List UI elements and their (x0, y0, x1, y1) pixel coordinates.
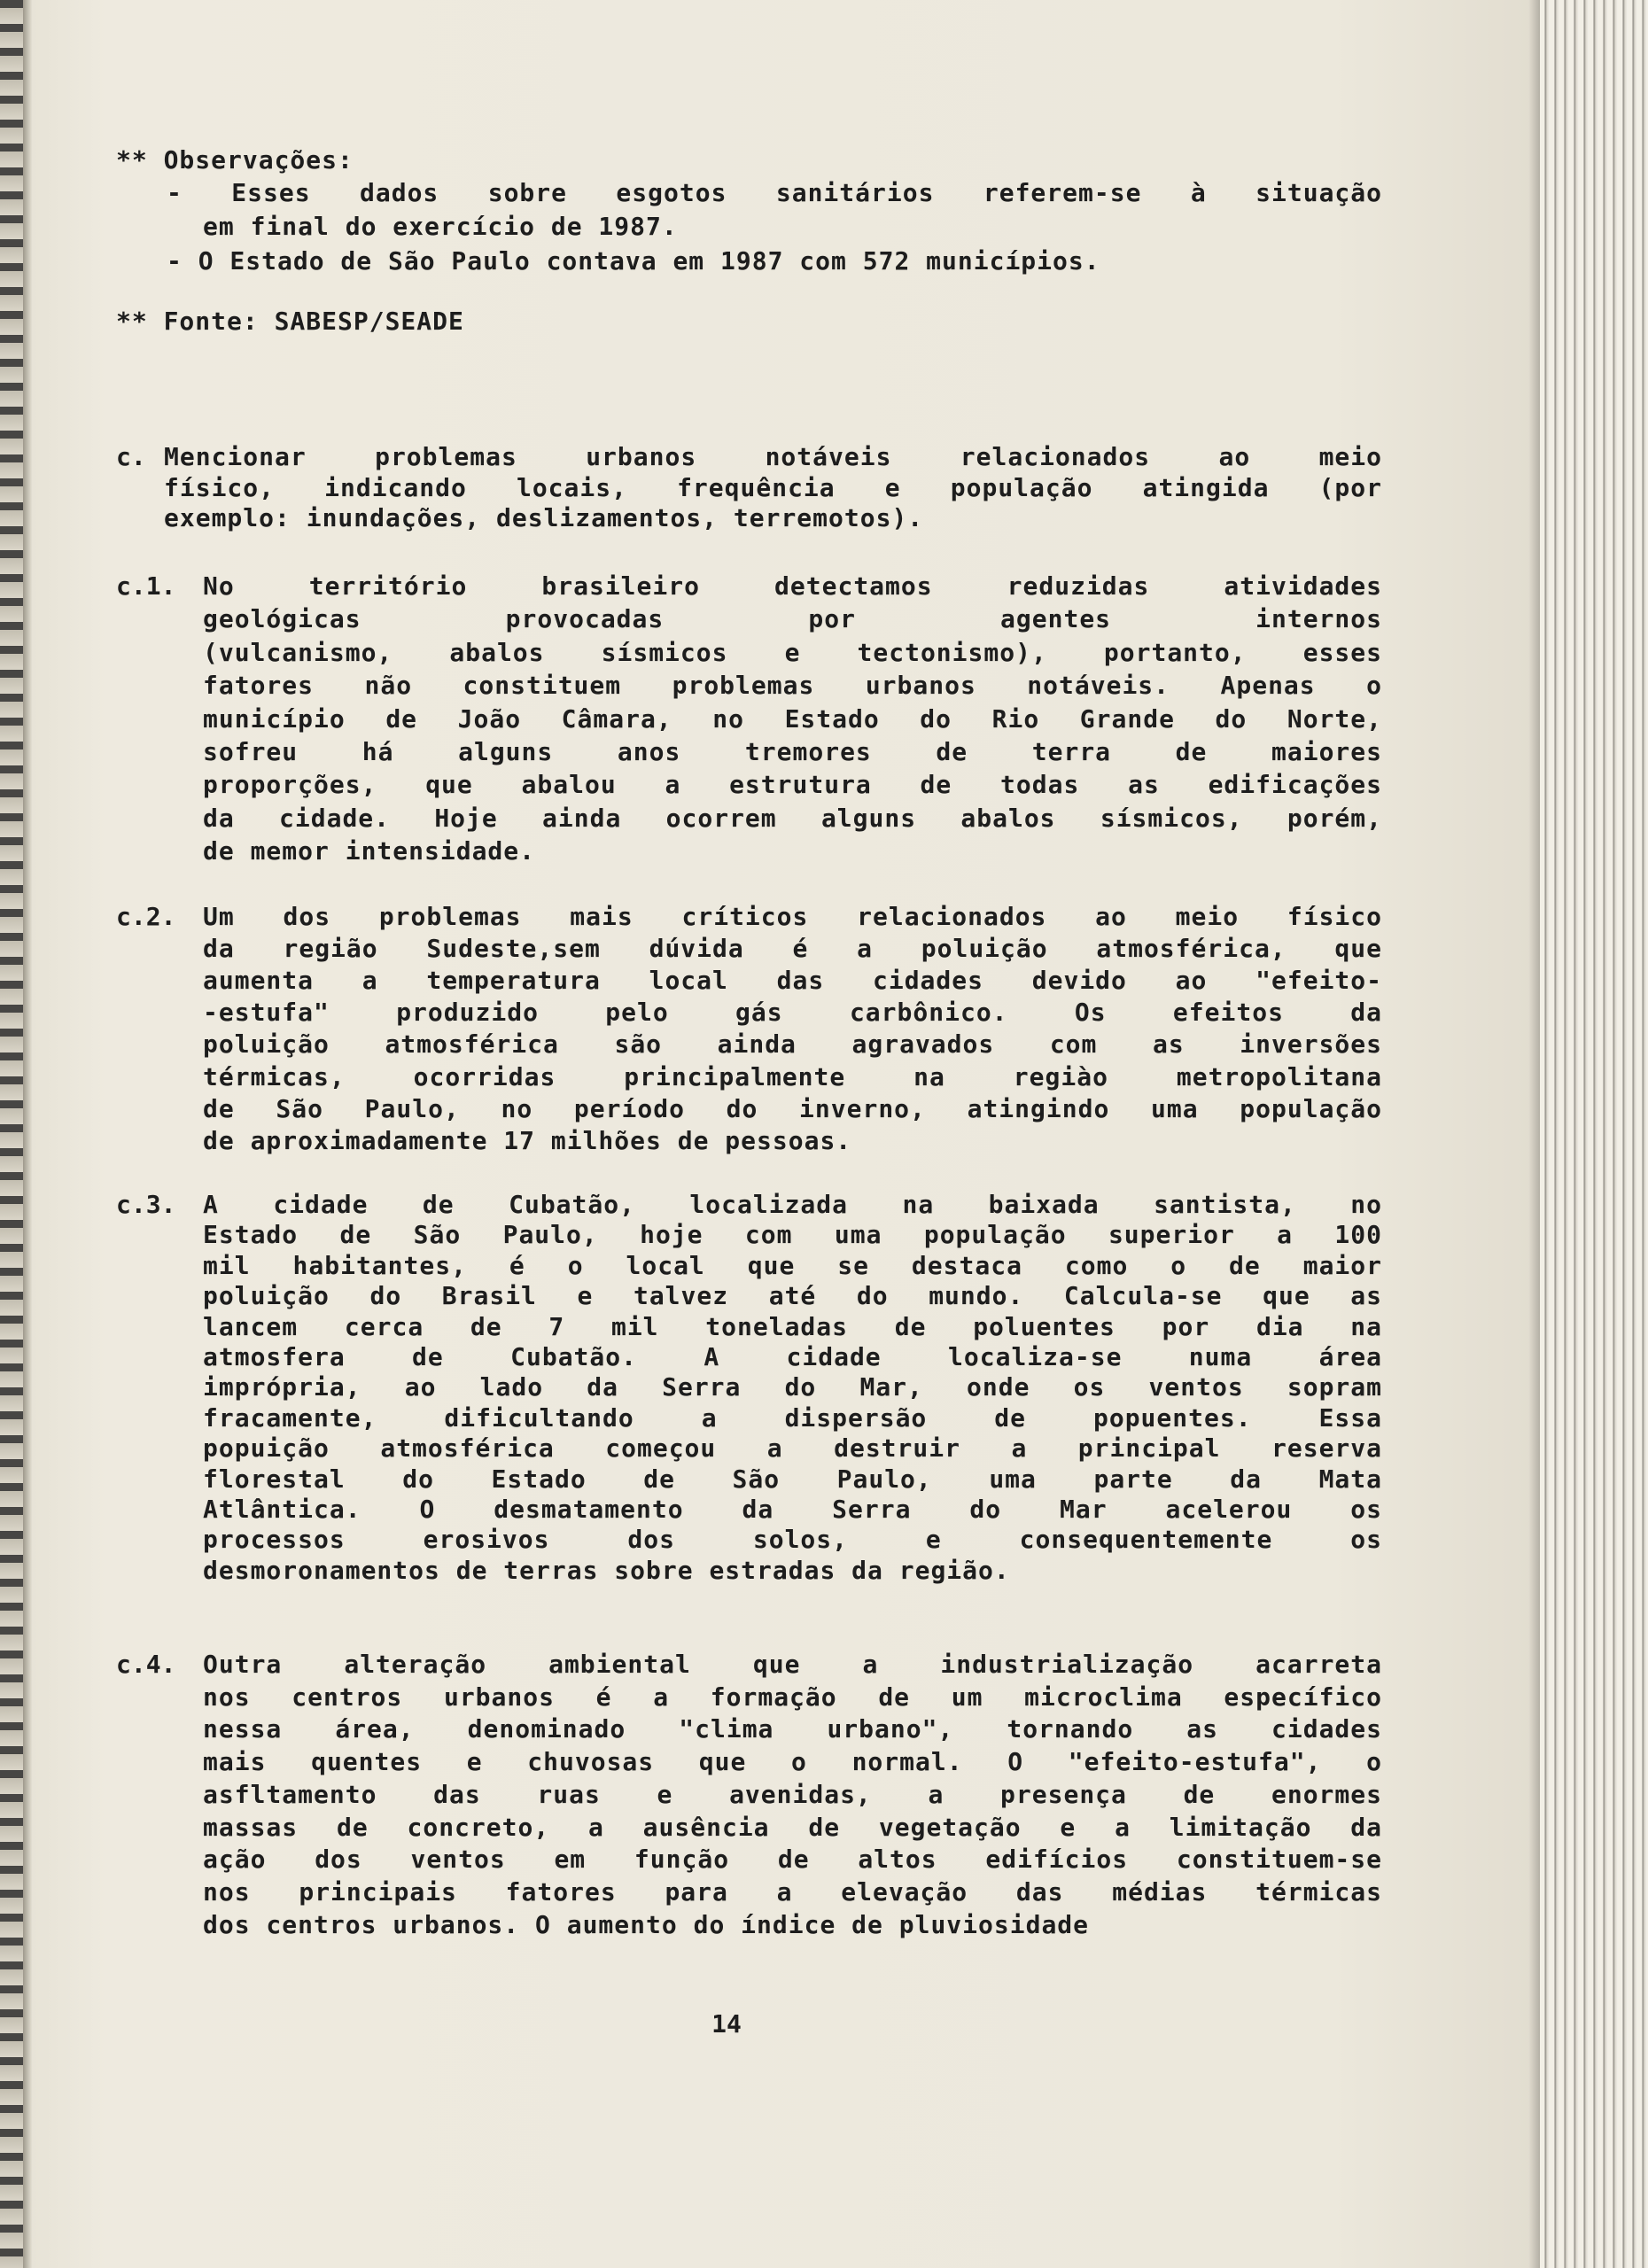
notes-line: - Esses dados sobre esgotos sanitários referem-se à situação (167, 178, 1382, 207)
paragraph-line: lancem cerca de 7 mil toneladas de poluentes por dia na (203, 1311, 1382, 1341)
paragraph-label: c.2. (116, 902, 176, 931)
paragraph-line: proporções, que abalou a estrutura de todas as edificações (203, 770, 1382, 800)
page-stack-edge (1540, 0, 1648, 2268)
paragraph-label: c.1. (116, 571, 176, 601)
paragraph-line: nos centros urbanos é a formação de um microclima específico (203, 1682, 1382, 1712)
paragraph-line: Outra alteração ambiental que a industrialização acarreta (203, 1650, 1382, 1679)
paragraph-line: (vulcanismo, abalos sísmicos e tectonismo), portanto, esses (203, 637, 1382, 667)
notes-line: - O Estado de São Paulo contava em 1987 com 572 municípios. (167, 246, 1100, 276)
paragraph-line: dos centros urbanos. O aumento do índice de pluviosidade (203, 1909, 1090, 1939)
paragraph-line: fatores não constituem problemas urbanos notáveis. Apenas o (203, 671, 1382, 701)
paragraph-line: Estado de São Paulo, hoje com uma população superior a 100 (203, 1220, 1382, 1250)
paragraph-line: imprópria, ao lado da Serra do Mar, onde os ventos sopram (203, 1372, 1382, 1402)
paragraph-line: exemplo: inundações, deslizamentos, terremotos). (164, 503, 924, 532)
paragraph-line: fracamente, dificultando a dispersão de popuentes. Essa (203, 1402, 1382, 1433)
paragraph-line: da cidade. Hoje ainda ocorrem alguns abalos sísmicos, porém, (203, 803, 1382, 833)
paragraph-line: massas de concreto, a ausência de vegetação e a limitação da (203, 1812, 1382, 1842)
paragraph-line: processos erosivos dos solos, e consequentemente os (203, 1525, 1382, 1555)
paragraph-line: poluição atmosférica são ainda agravados com as inversões (203, 1029, 1382, 1060)
paragraph-label: c.3. (116, 1190, 176, 1219)
notes-heading: ** Observações: (116, 145, 354, 175)
paragraph-line: atmosfera de Cubatão. A cidade localiza-se numa área (203, 1342, 1382, 1371)
paragraph-line: poluição do Brasil e talvez até do mundo. Calcula-se que as (203, 1281, 1382, 1311)
paragraph-line: asfltamento das ruas e avenidas, a presença de enormes (203, 1779, 1382, 1809)
paragraph-line: físico, indicando locais, frequência e população atingida (por (164, 472, 1382, 502)
paragraph-line: geológicas provocadas por agentes internos (203, 604, 1382, 634)
paragraph-line: mais quentes e chuvosas que o normal. O "efeito-estufa", o (203, 1747, 1382, 1777)
paragraph-line: da região Sudeste,sem dúvida é a poluição atmosférica, que (203, 934, 1382, 964)
paragraph-line: nos principais fatores para a elevação das médias térmicas (203, 1876, 1382, 1907)
paragraph-line: mil habitantes, é o local que se destaca como o de maior (203, 1250, 1382, 1280)
paragraph-line: florestal do Estado de São Paulo, uma parte da Mata (203, 1464, 1382, 1494)
page-number: 14 (711, 2009, 742, 2039)
paragraph-line: Um dos problemas mais críticos relacionados ao meio físico (203, 902, 1382, 931)
paragraph-line: térmicas, ocorridas principalmente na regiào metropolitana (203, 1061, 1382, 1091)
paragraph-line: de memor intensidade. (203, 836, 536, 866)
spiral-binding (0, 0, 23, 2268)
paragraph-line: de aproximadamente 17 milhões de pessoas. (203, 1125, 852, 1155)
paragraph-label: c. (116, 442, 146, 471)
paragraph-line: nessa área, denominado "clima urbano", tornando as cidades (203, 1714, 1382, 1744)
paragraph-line: de São Paulo, no período do inverno, atingindo uma população (203, 1093, 1382, 1123)
paragraph-line: sofreu há alguns anos tremores de terra de maiores (203, 737, 1382, 766)
paragraph-line: -estufa" produzido pelo gás carbônico. Os efeitos da (203, 998, 1382, 1028)
source-note: ** Fonte: SABESP/SEADE (116, 307, 464, 336)
binding-shadow (23, 0, 32, 2268)
paragraph-line: aumenta a temperatura local das cidades devido ao "efeito- (203, 966, 1382, 996)
paragraph-line: Mencionar problemas urbanos notáveis relacionados ao meio (164, 442, 1382, 471)
paragraph-label: c.4. (116, 1650, 176, 1679)
paragraph-line: desmoronamentos de terras sobre estradas da região. (203, 1555, 1010, 1585)
paragraph-line: No território brasileiro detectamos reduzidas atividades (203, 571, 1382, 601)
notes-line: em final do exercício de 1987. (203, 212, 678, 241)
paragraph-line: popuição atmosférica começou a destruir a principal reserva (203, 1433, 1382, 1464)
paragraph-line: município de João Câmara, no Estado do Rio Grande do Norte, (203, 703, 1382, 734)
paragraph-line: Atlântica. O desmatamento da Serra do Mar acelerou os (203, 1495, 1382, 1524)
paragraph-line: A cidade de Cubatão, localizada na baixada santista, no (203, 1190, 1382, 1219)
paragraph-line: ação dos ventos em função de altos edifícios constituem-se (203, 1845, 1382, 1875)
